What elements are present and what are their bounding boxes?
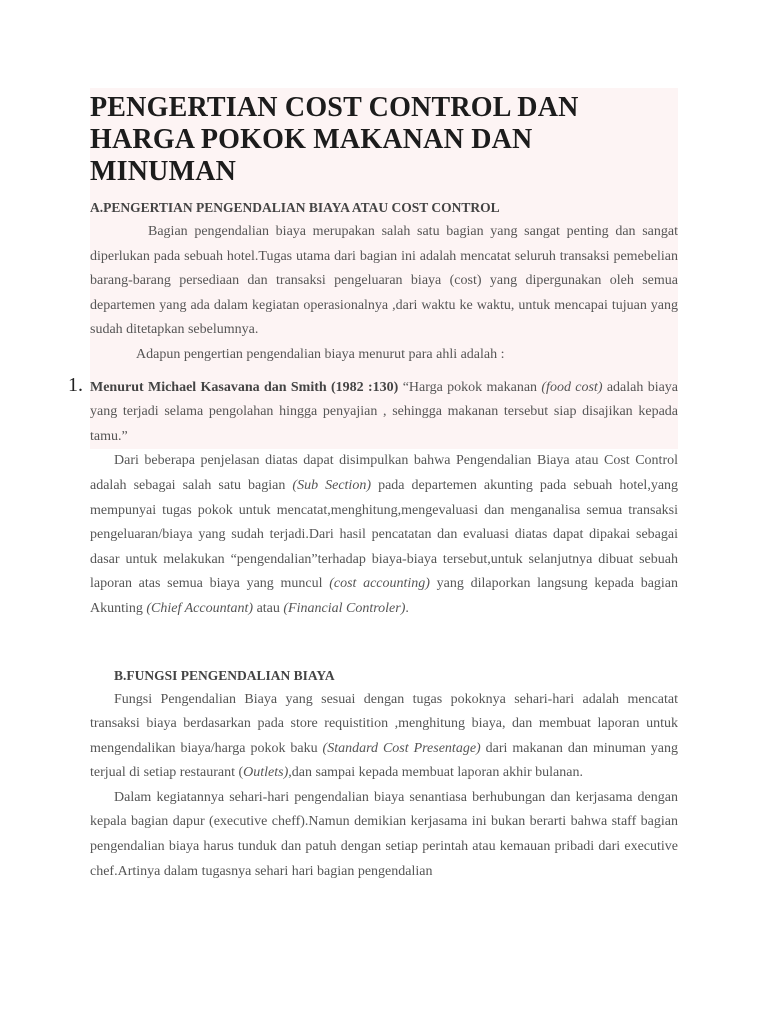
page-title: PENGERTIAN COST CONTROL DAN HARGA POKOK MAKANAN DAN MINUMAN (90, 92, 579, 187)
section-a-paragraph-3 (90, 449, 678, 621)
section-b-paragraph-1 (90, 688, 678, 786)
document-page (68, 88, 679, 884)
quote-text-b: adalah biaya yang terjadi selama pengolahan hingga penyajian , sehingga makanan tersebut siap disajikan kepada tamu.” (90, 379, 679, 444)
para3-italic-2: (cost accounting) (329, 576, 430, 592)
section-b-paragraph-2: Dalam kegiatannya sehari-hari pengendalian biaya senantiasa berhubungan dan kerjasama dengan kepala bagian dapur (executive cheff).Namun demikian kerjasama ini bukan berarti bahwa staff bagian pengendalian biaya harus tunduk dan patuh dengan setiap perintah atau kemauan pribadi dari executive chef.Artinya dalam tugasnya sehari hari bagian pengendalian (90, 789, 678, 879)
secb-italic-1: (Standard Cost Presentage) (322, 740, 481, 756)
para3-text-2: pada departemen akunting pada sebuah hotel,yang mempunyai tugas pokok untuk mencatat,menghitung,mengevaluasi dan menganalisa semua transaksi pengeluaran/biaya yang sudah terjadi.Dari hasil pencatatan dan evaluasi diatas dapat dipakai sebagai dasar untuk melakukan “pengendalian”terhadap biaya-biaya tersebut,untuk selanjutnya dibuat sebuah laporan atas semua biaya yang muncul (90, 477, 679, 592)
section-a-paragraph-1: Bagian pengendalian biaya merupakan salah satu bagian yang sangat penting dan sangat diperlukan pada sebuah hotel.Tugas utama dari bagian ini adalah mencatat seluruh transaksi pemebelian barang-barang persediaan dan transaksi pengeluaran biaya (cost) yang dipergunakan oleh semua departemen yang ada dalam kegiatan operasionalnya ,dari waktu ke waktu, untuk mencapai tujuan yang sudah ditetapkan sebelumnya. (90, 224, 678, 338)
section-a-heading: A.PENGERTIAN PENGENDALIAN BIAYA ATAU COST CONTROL (90, 200, 500, 215)
para3-text-3: yang dilaporkan langsung kepada bagian Akunting (90, 576, 679, 616)
secb-text-2: dari makanan dan minuman yang terjual di setiap restaurant ( (90, 740, 678, 781)
secb-italic-2: Outlets), (243, 765, 292, 781)
quote-text-a: “Harga pokok makanan (402, 379, 538, 395)
para3-italic-4: (Financial Controler) (283, 600, 406, 616)
list-item (68, 373, 679, 450)
section-b-heading: B.FUNGSI PENGENDALIAN BIAYA (114, 667, 335, 683)
author-citation: Menurut Michael Kasavana dan Smith (1982 :130) (90, 379, 399, 395)
para3-text-1: Dari beberapa penjelasan diatas dapat disimpulkan bahwa Pengendalian Biaya atau Cost Control adalah sebagai salah satu bagian (90, 453, 678, 493)
quote-italic: (food cost) (541, 379, 603, 395)
para3-text-5: . (405, 600, 409, 616)
para3-italic-3: (Chief Accountant) (146, 600, 254, 616)
secb-text-3: dan sampai kepada membuat laporan akhir bulanan. (291, 765, 583, 781)
spacer (90, 622, 678, 662)
para3-text-4: atau (256, 600, 280, 616)
shaded-block (68, 88, 679, 449)
para3-italic-1: (Sub Section) (292, 477, 371, 493)
secb-text-1: Fungsi Pengendalian Biaya yang sesuai dengan tugas pokoknya sehari-hari adalah mencatat transaksi biaya berdasarkan pada store requistition ,menghitung biaya, dan membuat laporan untuk mengendalikan biaya/harga pokok baku (90, 691, 678, 756)
section-a-paragraph-2: Adapun pengertian pengendalian biaya menurut para ahli adalah : (136, 346, 505, 362)
list-item-text (90, 376, 678, 450)
list-number: 1. (68, 373, 83, 396)
